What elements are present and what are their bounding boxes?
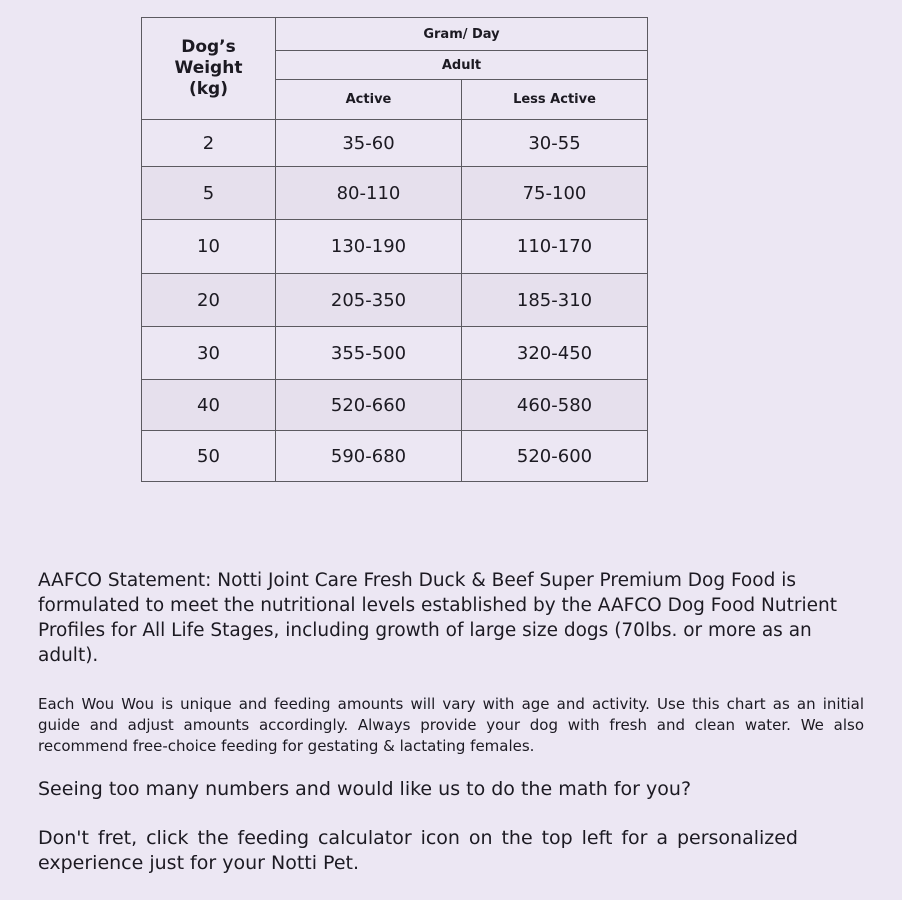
table-row (142, 120, 648, 167)
active-cell: 130-190 (276, 220, 462, 274)
weight-header-line: Weight (174, 58, 243, 78)
table-row (142, 274, 648, 327)
table-row (142, 327, 648, 380)
active-cell: 590-680 (276, 431, 462, 482)
weight-cell: 2 (142, 120, 276, 167)
gram-day-header: Gram/ Day (276, 18, 648, 51)
less-active-cell: 520-600 (462, 431, 648, 482)
active-cell: 355-500 (276, 327, 462, 380)
table-row (142, 167, 648, 220)
less-active-cell: 110-170 (462, 220, 648, 274)
weight-cell: 50 (142, 431, 276, 482)
calculator-question: Seeing too many numbers and would like us to do the math for you? (38, 778, 692, 800)
less-active-column-header: Less Active (462, 80, 648, 120)
weight-header-line: Dog’s (181, 37, 236, 57)
table-row (142, 380, 648, 431)
feeding-table (141, 17, 648, 482)
calculator-prompt: Don't fret, click the feeding calculator icon on the top left for a personalized experience just for your Notti Pet. (38, 827, 798, 874)
weight-column-header (142, 18, 276, 120)
weight-header-line: (kg) (188, 79, 228, 99)
less-active-cell: 320-450 (462, 327, 648, 380)
active-cell: 35-60 (276, 120, 462, 167)
less-active-cell: 30-55 (462, 120, 648, 167)
active-cell: 520-660 (276, 380, 462, 431)
table-row (142, 220, 648, 274)
weight-cell: 40 (142, 380, 276, 431)
less-active-cell: 75-100 (462, 167, 648, 220)
weight-cell: 20 (142, 274, 276, 327)
aafco-statement: AAFCO Statement: Notti Joint Care Fresh Duck & Beef Super Premium Dog Food is formulated to meet the nutritional levels established by the AAFCO Dog Food Nutrient Profiles for All Life Stages, including growth of large size dogs (70lbs. or more as an adult). (38, 570, 837, 666)
weight-cell: 5 (142, 167, 276, 220)
adult-header: Adult (276, 51, 648, 80)
less-active-cell: 185-310 (462, 274, 648, 327)
active-cell: 205-350 (276, 274, 462, 327)
weight-cell: 10 (142, 220, 276, 274)
active-cell: 80-110 (276, 167, 462, 220)
active-column-header: Active (276, 80, 462, 120)
feeding-guide-note: Each Wou Wou is unique and feeding amounts will vary with age and activity. Use this chart as an initial guide and adjust amounts accordingly. Always provide your dog with fresh and clean water. We also recommend free-choice feeding for gestating & lactating females. (38, 695, 864, 755)
less-active-cell: 460-580 (462, 380, 648, 431)
table-row (142, 431, 648, 482)
weight-cell: 30 (142, 327, 276, 380)
